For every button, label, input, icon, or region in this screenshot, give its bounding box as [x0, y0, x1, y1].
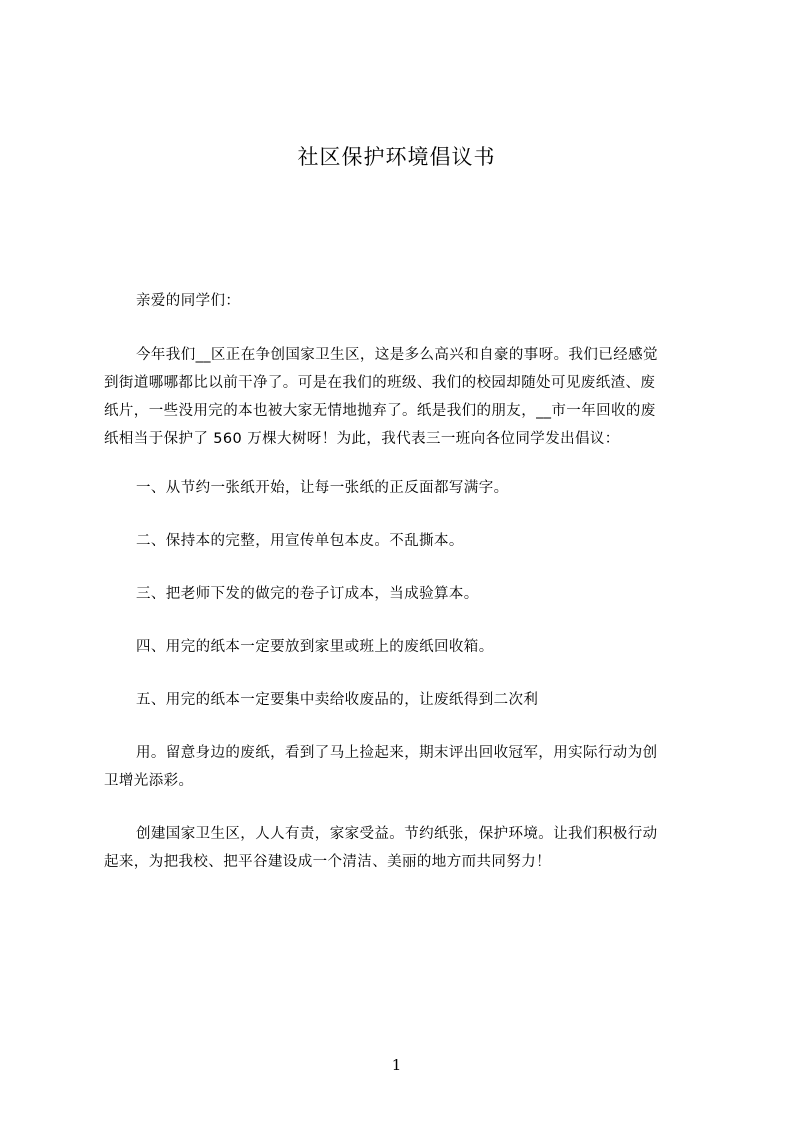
intro-line: 今年我们__区正在争创国家卫生区，这是多么高兴和自豪的事呀。我们已经感觉: [136, 347, 658, 363]
item-5-continuation: [104, 739, 704, 795]
proposal-item-3: 三、把老师下发的做完的卷子订成本，当成验算本。: [136, 586, 479, 602]
page-number: 1: [391, 1056, 402, 1074]
intro-line: 纸片，一些没用完的本也被大家无情地抛弃了。纸是我们的朋友，__市一年回收的废: [104, 403, 656, 419]
continuation-line: 用。留意身边的废纸，看到了马上捡起来，期末评出回收冠军，用实际行动为创: [136, 745, 658, 761]
salutation: 亲爱的同学们：: [136, 293, 241, 309]
proposal-item-5: 五、用完的纸本一定要集中卖给收废品的，让废纸得到二次利: [136, 692, 539, 708]
proposal-item-1: 一、从节约一张纸开始，让每一张纸的正反面都写满字。: [136, 480, 509, 496]
proposal-item-2: 二、保持本的完整，用宣传单包本皮。不乱撕本。: [136, 533, 464, 549]
proposal-item-4: 四、用完的纸本一定要放到家里或班上的废纸回收箱。: [136, 639, 494, 655]
document-title: 社区保护环境倡议书: [297, 145, 496, 169]
continuation-line: 卫增光添彩。: [104, 773, 194, 789]
intro-paragraph: [104, 341, 704, 453]
closing-line: 起来，为把我校、把平谷建设成一个清洁、美丽的地方而共同努力！: [104, 854, 551, 870]
closing-paragraph: [104, 820, 704, 876]
intro-line: 到街道哪哪都比以前干净了。可是在我们的班级、我们的校园却随处可见废纸渣、废: [104, 375, 656, 391]
closing-line: 创建国家卫生区，人人有责，家家受益。节约纸张，保护环境。让我们积极行动: [136, 826, 658, 842]
intro-line: 纸相当于保护了 560 万棵大树呀！为此，我代表三一班向各位同学发出倡议：: [104, 431, 620, 447]
